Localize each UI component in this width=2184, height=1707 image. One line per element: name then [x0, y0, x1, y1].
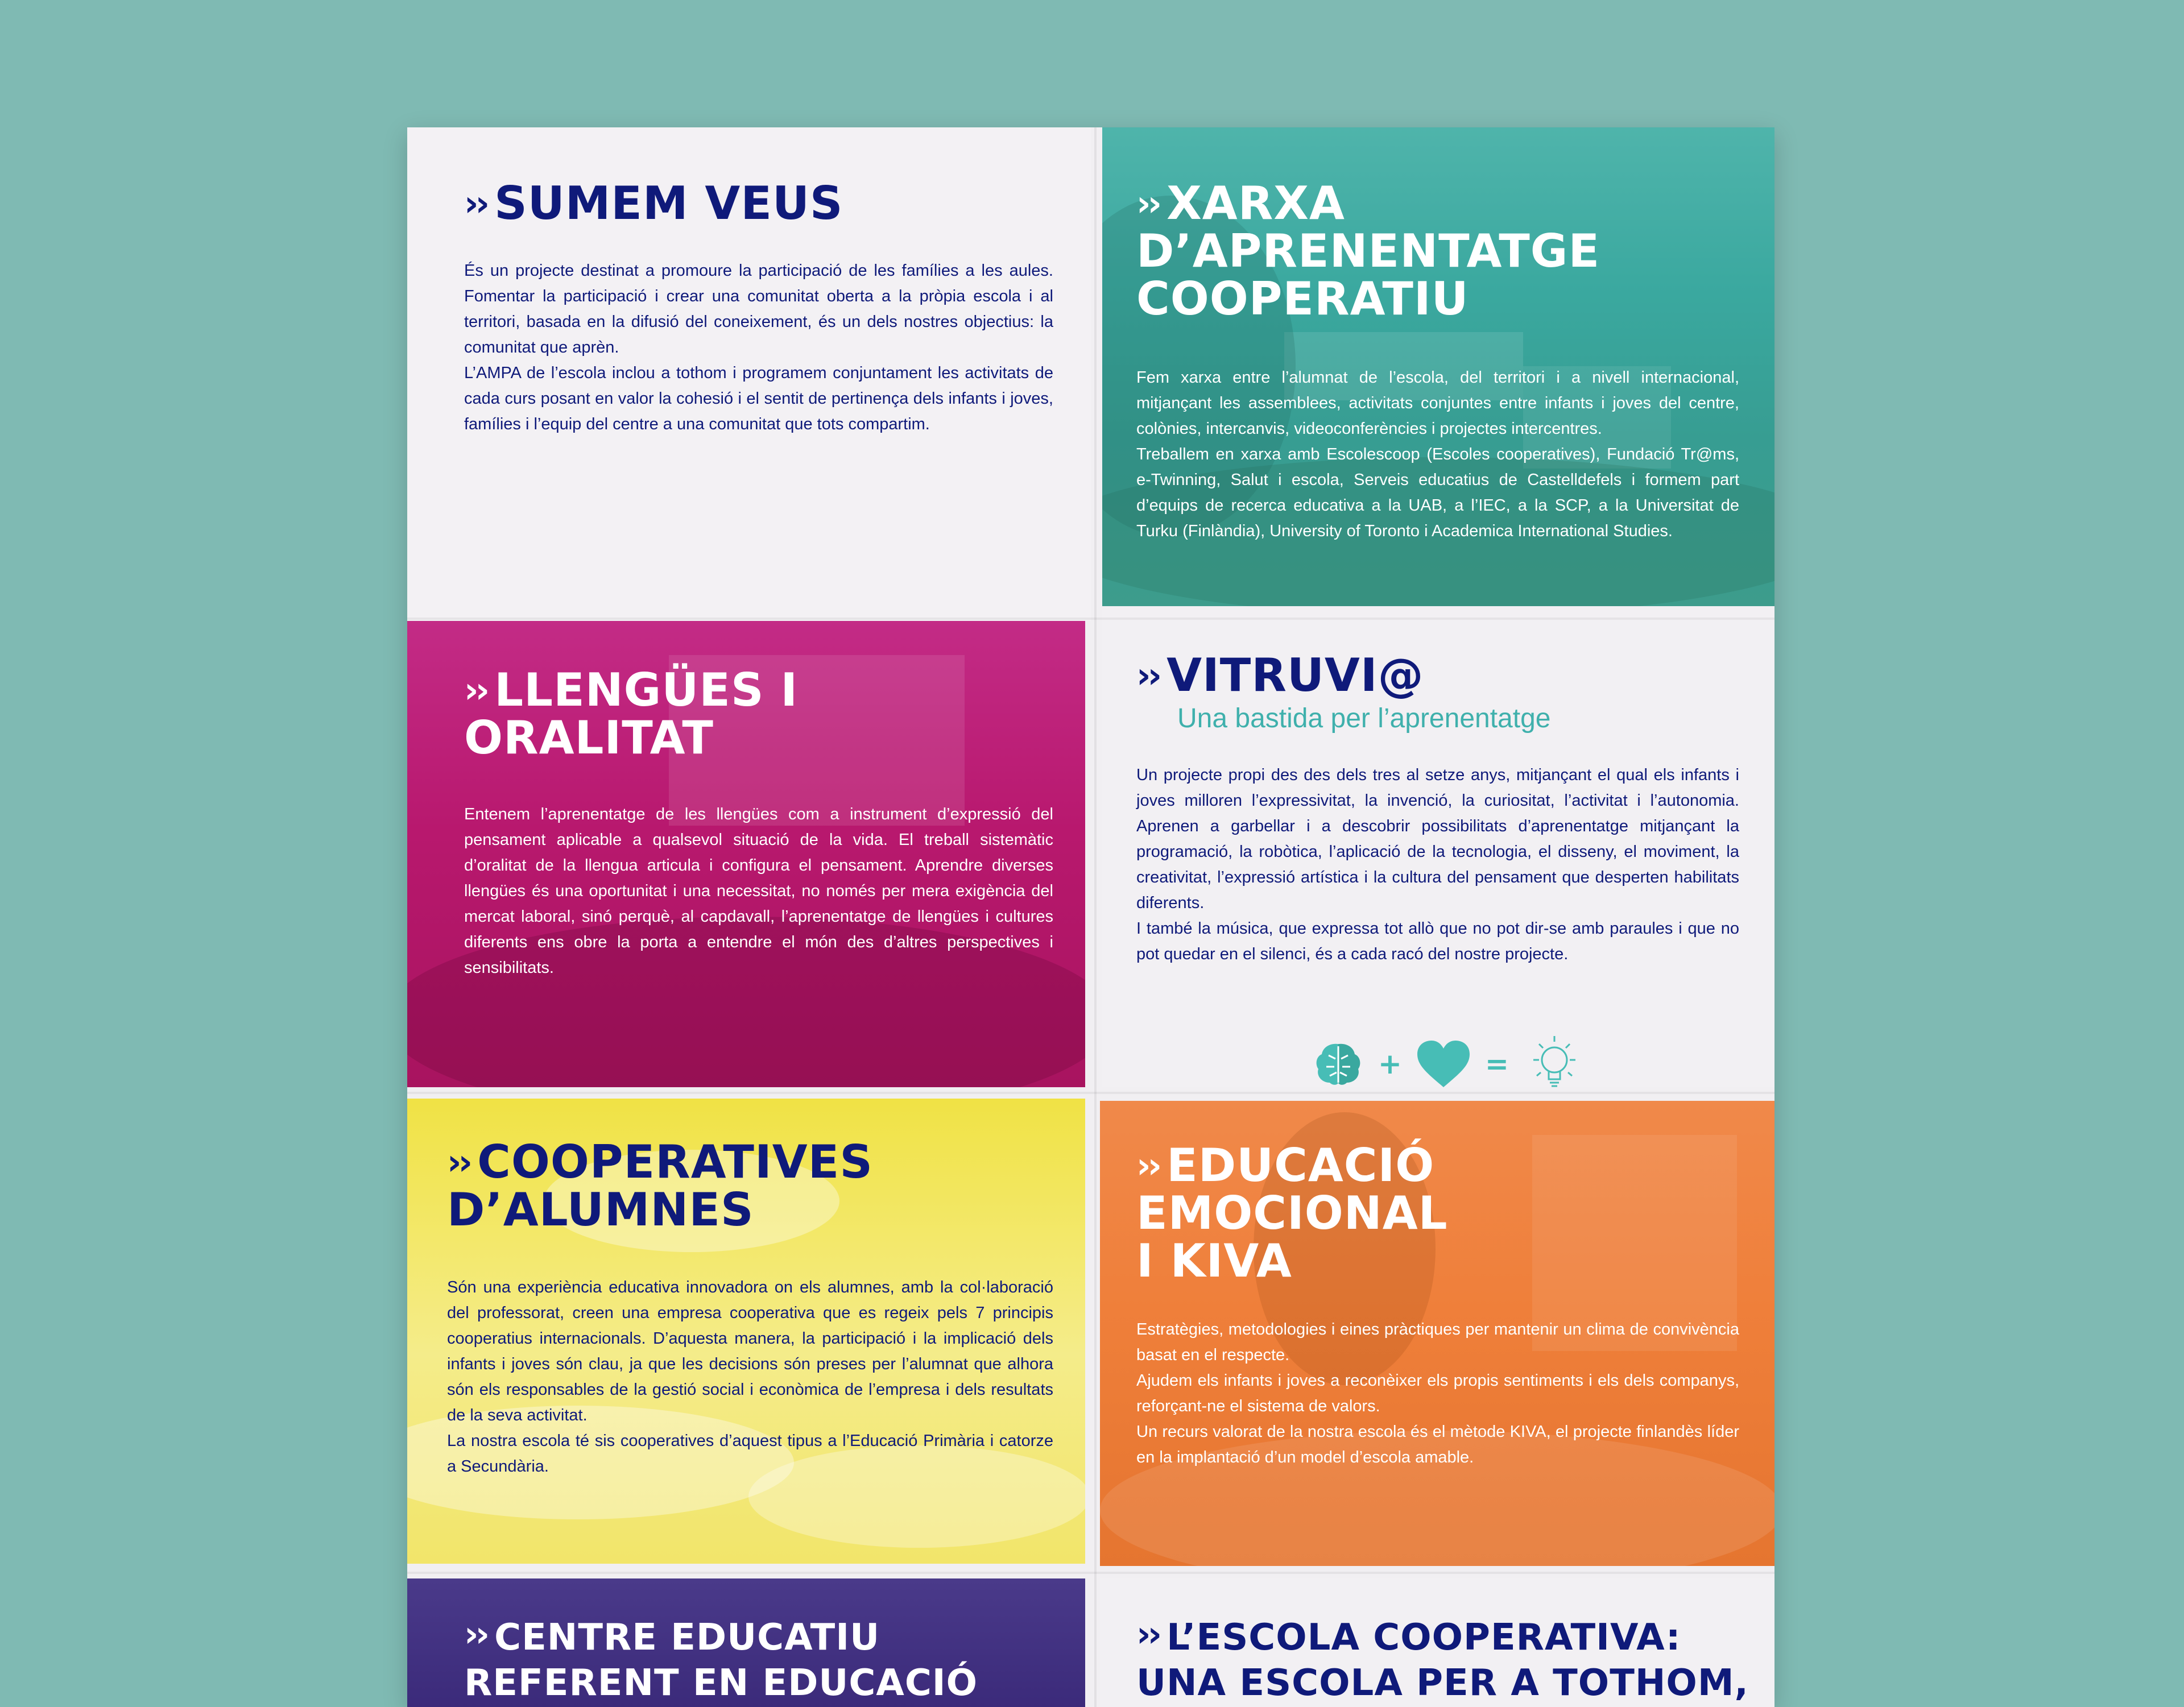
chevron-icon: ››	[1136, 654, 1159, 696]
panel-title: ›› EDUCACIÓ EMOCIONAL I KIVA	[1136, 1139, 1448, 1287]
panel-title: ›› LLENGÜES I ORALITAT	[464, 664, 799, 764]
panel-body	[464, 802, 1053, 981]
panel-cooperatives	[407, 1099, 1085, 1564]
fold-line	[407, 1092, 1774, 1094]
brochure-sheet	[407, 127, 1774, 1707]
paragraph: Estratègies, metodologies i eines pràctiques per mantenir un clima de convivència basat en el respecte.	[1136, 1320, 1739, 1364]
paragraph: Treballem en xarxa amb Escolescoop (Escoles cooperatives), Fundació Tr@ms, e-Twinning, Salut i escola, Serveis educatius de Castelldefels i formem part d’equips de recerca educativa a la UAB, a l’IEC, a la SCP, a la Universitat de Turku (Finlàndia), University of Toronto i Academica International Studies.	[1136, 445, 1739, 540]
paragraph: L’AMPA de l’escola inclou a tothom i programem conjuntament les activitats de cada curs posant en valor la cohesió i el sentit de pertinença dels infants i joves, famílies i l’equip del centre a una comunitat que tots compartim.	[464, 364, 1053, 433]
paragraph: Ajudem els infants i joves a reconèixer els propis sentiments i els dels companys, reforçant-ne el sistema de valors.	[1136, 1372, 1739, 1415]
panel-title: ›› L’ESCOLA COOPERATIVA: UNA ESCOLA PER A TOTHOM,	[1136, 1613, 1749, 1704]
panel-sumem-veus	[407, 127, 1091, 621]
chevron-icon: ››	[1136, 183, 1159, 224]
panel-subtitle: Una bastida per l’aprenentatge	[1177, 703, 1551, 734]
panel-title: ›› CENTRE EDUCATIU REFERENT EN EDUCACIÓ	[464, 1613, 978, 1704]
fold-line	[407, 1572, 1774, 1574]
panel-xarxa	[1102, 127, 1774, 606]
panel-title: ›› XARXA D’APRENENTATGE COOPERATIU	[1136, 177, 1600, 325]
panel-body	[1136, 1317, 1739, 1470]
plus-sign: +	[1378, 1047, 1402, 1080]
chevron-icon: ››	[1136, 1613, 1159, 1655]
fold-line	[407, 618, 1774, 620]
chevron-icon: ››	[447, 1141, 470, 1183]
panel-body	[447, 1275, 1053, 1480]
chevron-icon: ››	[464, 183, 487, 224]
chevron-icon: ››	[464, 669, 487, 711]
equation-graphic	[1313, 1033, 1586, 1087]
heart-icon	[1416, 1039, 1471, 1087]
equals-sign: =	[1485, 1047, 1509, 1080]
paragraph: Un recurs valorat de la nostra escola és el mètode KIVA, el projecte finlandès líder en la implantació d’un model d’escola amable.	[1136, 1423, 1739, 1466]
panel-vitruvi	[1102, 606, 1774, 1087]
panel-escola-cooperativa	[1100, 1578, 1774, 1707]
panel-body	[464, 258, 1053, 437]
paragraph: Fem xarxa entre l’alumnat de l’escola, del territori i a nivell internacional, mitjançant les assemblees, activitats conjuntes entre infants i joves del centre, colònies, intercanvis, videoconferències i projectes intercentres.	[1136, 368, 1739, 438]
fold-line	[1094, 127, 1097, 1707]
panel-title: ›› SUMEM VEUS	[464, 177, 843, 230]
brain-icon	[1313, 1038, 1364, 1087]
paragraph: Són una experiència educativa innovadora on els alumnes, amb la col·laboració del professorat, creen una empresa cooperativa que es regeix pels 7 principis cooperatius internacionals. D’aquesta manera, la participació i la implicació dels infants i joves són clau, ja que les decisions són preses per l’alumnat que alhora són els responsables de la gestió social i econòmica de l’empresa i dels resultats de la seva activitat.	[447, 1278, 1053, 1424]
paragraph: I també la música, que expressa tot allò que no pot dir-se amb paraules i que no pot quedar en el silenci, és a cada racó del nostre projecte.	[1136, 919, 1739, 963]
paragraph: La nostra escola té sis cooperatives d’aquest tipus a l’Educació Primària i catorze a Secundària.	[447, 1432, 1053, 1476]
paragraph: Entenem l’aprenentatge de les llengües com a instrument d’expressió del pensament aplicable a qualsevol situació de la vida. El treball sistemàtic d’oralitat de la llengua articula i configura el pensament. Aprendre diverses llengües és una oportunitat i una necessitat, no només per mera exigència del mercat laboral, sinó perquè, al capdavall, l’aprenentatge de llengües i cultures diferents ens obre la porta a entendre el món des d’altres perspectives i sensibilitats.	[464, 805, 1053, 977]
panel-body	[1136, 763, 1739, 967]
paragraph: Un projecte propi des des dels tres al setze anys, mitjançant el qual els infants i joves milloren l’expressivitat, la invenció, la curiositat, l’activitat i l’autonomia. Aprenen a garbellar i a descobrir possibilitats d’aprenentatge mitjançant la programació, la robòtica, l’aplicació de la tecnologia, el disseny, el moviment, la creativitat, l’expressió artística i la cultura del pensament que desperten habilitats diferents.	[1136, 766, 1739, 912]
panel-title: ›› VITRUVI@	[1136, 649, 1424, 702]
chevron-icon: ››	[1136, 1145, 1159, 1186]
panel-centre-educatiu	[407, 1578, 1085, 1707]
panel-educacio-emocional	[1100, 1101, 1774, 1566]
paragraph: És un projecte destinat a promoure la participació de les famílies a les aules. Fomentar la participació i crear una comunitat oberta a la pròpia escola i al territori, basada en la difusió del coneixement, és un dels nostres objectius: la comunitat que aprèn.	[464, 262, 1053, 357]
panel-llengues	[407, 621, 1085, 1087]
panel-title: ›› COOPERATIVES D’ALUMNES	[447, 1136, 873, 1236]
lightbulb-icon	[1523, 1033, 1586, 1087]
chevron-icon: ››	[464, 1613, 487, 1655]
panel-body	[1136, 365, 1739, 544]
